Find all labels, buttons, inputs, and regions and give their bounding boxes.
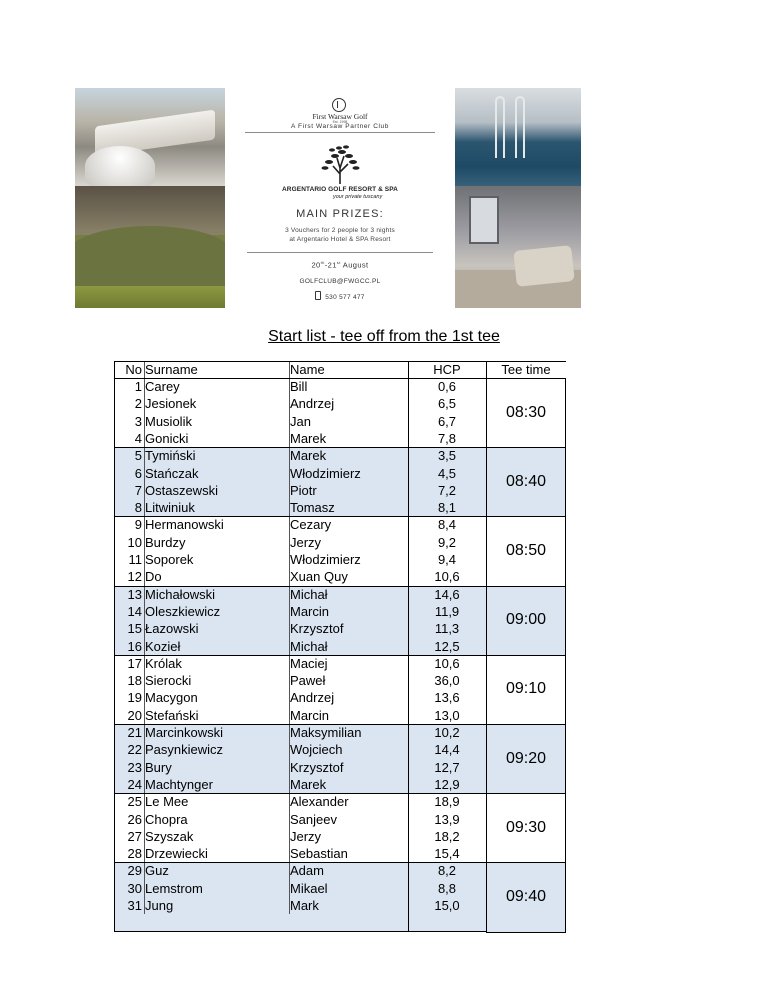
row-name: Jerzy (290, 828, 322, 844)
header-banner (75, 88, 581, 308)
banner-center-panel (225, 88, 455, 308)
phone-icon (315, 291, 321, 300)
row-hcp: 3,5 (437, 448, 457, 464)
row-surname: Chopra (145, 811, 188, 827)
start-list-table (114, 361, 566, 915)
header-name: Name (290, 362, 325, 377)
row-no: 22 (127, 742, 142, 758)
resort-tagline: your private tuscany (333, 194, 383, 200)
row-no: 18 (127, 673, 142, 689)
row-no: 19 (127, 690, 142, 706)
row-surname: Gonicki (145, 430, 189, 446)
row-name: Maksymilian (290, 725, 362, 740)
row-name: Marek (290, 448, 327, 464)
tee-time: 08:30 (505, 403, 547, 421)
row-hcp: 15,4 (434, 846, 460, 862)
page-title: Start list - tee off from the 1st tee (268, 328, 500, 345)
row-name: Mikael (290, 880, 328, 896)
row-hcp: 11,3 (434, 621, 460, 637)
row-hcp: 7,2 (437, 482, 457, 498)
row-hcp: 9,2 (437, 534, 457, 550)
row-surname: Burdzy (145, 534, 186, 550)
row-hcp: 11,9 (434, 603, 460, 619)
row-no: 14 (127, 603, 142, 619)
row-hcp: 15,0 (434, 898, 460, 913)
row-surname: Machtynger (145, 776, 213, 792)
row-surname: Oleszkiewicz (145, 603, 221, 619)
row-no: 20 (127, 707, 142, 723)
row-hcp: 8,4 (437, 517, 457, 533)
row-no: 10 (127, 534, 142, 550)
row-surname: Michałowski (145, 586, 216, 602)
row-name: Wojciech (290, 742, 343, 758)
row-surname: Hermanowski (145, 517, 224, 533)
pool-lounger-photo (75, 88, 225, 186)
row-hcp: 13,9 (434, 811, 460, 827)
row-surname: Marcinkowski (145, 725, 224, 740)
row-no: 3 (134, 413, 142, 429)
row-hcp: 13,0 (434, 707, 460, 723)
tee-time: 09:00 (505, 611, 547, 629)
row-no: 5 (134, 448, 142, 464)
row-no: 1 (134, 379, 142, 394)
row-surname: Szyszak (145, 828, 194, 844)
row-no: 28 (127, 846, 142, 862)
row-no: 26 (127, 811, 142, 827)
row-name: Bill (290, 379, 308, 394)
row-no: 8 (134, 500, 142, 516)
header-no: No (125, 362, 142, 377)
row-hcp: 4,5 (437, 465, 457, 481)
row-name: Maciej (290, 655, 328, 671)
row-hcp: 10,2 (434, 725, 460, 740)
row-hcp: 10,6 (434, 569, 460, 585)
contact-phone: 530 577 477 (225, 291, 455, 301)
tee-time: 09:40 (505, 888, 547, 905)
header-tee-time: Tee time (501, 362, 551, 377)
row-name: Marek (290, 430, 327, 446)
header-hcp: HCP (433, 362, 461, 377)
row-surname: Litwiniuk (145, 500, 195, 516)
row-no: 16 (127, 638, 142, 654)
contact-email[interactable]: GOLFCLUB@FWGCC.PL (299, 278, 381, 285)
row-surname: Jung (145, 898, 174, 913)
row-name: Marcin (290, 603, 330, 619)
row-surname: Sierocki (145, 673, 192, 689)
tee-time: 08:40 (505, 472, 547, 490)
row-name: Adam (290, 863, 324, 879)
partner-line: A First Warsaw Partner Club (291, 123, 389, 130)
pool-photo (455, 88, 581, 186)
row-surname: Stańczak (145, 465, 199, 481)
row-no: 21 (127, 725, 142, 740)
row-name: Marcin (290, 707, 330, 723)
row-surname: Macygon (145, 690, 198, 706)
row-no: 7 (134, 482, 142, 498)
row-name: Xuan Quy (290, 569, 348, 585)
row-hcp: 6,5 (437, 396, 457, 412)
row-name: Włodzimierz (290, 465, 361, 481)
row-no: 11 (128, 552, 142, 567)
row-hcp: 12,9 (434, 776, 460, 792)
hotel-room-photo (455, 186, 581, 308)
row-name: Krzysztof (290, 621, 344, 637)
row-surname: Drzewiecki (145, 846, 208, 862)
row-hcp: 12,5 (434, 638, 460, 654)
row-hcp: 13,6 (434, 690, 460, 706)
row-no: 29 (127, 863, 142, 879)
row-hcp: 14,4 (434, 742, 460, 758)
row-no: 24 (127, 776, 142, 792)
row-name: Cezary (290, 517, 332, 533)
event-dates: 20th-21st August (311, 260, 369, 270)
fwg-name: First Warsaw Golf (312, 112, 368, 121)
row-no: 31 (127, 898, 142, 913)
row-name: Piotr (290, 482, 317, 498)
row-surname: Le Mee (145, 794, 189, 810)
row-no: 15 (127, 621, 142, 637)
row-name: Michał (290, 586, 328, 602)
row-surname: Pasynkiewicz (145, 742, 224, 758)
row-hcp: 12,7 (434, 759, 460, 775)
row-surname: Carey (145, 379, 180, 394)
row-surname: Królak (145, 655, 182, 671)
resort-name: ARGENTARIO GOLF RESORT & SPA (282, 186, 398, 193)
row-name: Jerzy (290, 534, 322, 550)
row-surname: Łazowski (145, 621, 199, 637)
row-name: Andrzej (290, 396, 335, 412)
row-hcp: 8,1 (437, 500, 457, 516)
row-no: 27 (127, 828, 142, 844)
row-no: 2 (134, 396, 142, 412)
row-surname: Jesionek (145, 396, 197, 412)
row-hcp: 36,0 (434, 673, 460, 689)
row-hcp: 6,7 (437, 413, 457, 429)
row-hcp: 8,8 (437, 880, 457, 896)
row-name: Włodzimierz (290, 552, 361, 567)
row-name: Sebastian (290, 846, 348, 862)
row-no: 9 (134, 517, 142, 533)
row-name: Tomasz (290, 500, 335, 516)
golf-course-photo (75, 186, 225, 308)
tee-time: 09:10 (505, 680, 547, 698)
row-name: Andrzej (290, 690, 335, 706)
row-no: 30 (127, 880, 142, 896)
row-surname: Guz (145, 863, 169, 879)
row-no: 17 (127, 655, 142, 671)
row-no: 12 (127, 569, 142, 585)
olive-tree-logo (315, 144, 365, 186)
prizes-line-1: 3 Vouchers for 2 people for 3 nights (285, 227, 395, 234)
row-hcp: 9,4 (437, 552, 457, 567)
row-no: 13 (127, 586, 142, 602)
row-surname: Stefański (145, 707, 199, 723)
row-surname: Kozieł (145, 638, 181, 654)
row-name: Krzysztof (290, 759, 344, 775)
row-no: 4 (134, 430, 142, 446)
row-hcp: 7,8 (437, 430, 457, 446)
row-surname: Ostaszewski (145, 482, 218, 498)
row-hcp: 0,6 (437, 379, 457, 394)
header-surname: Surname (145, 362, 198, 377)
row-name: Alexander (290, 794, 349, 810)
row-surname: Bury (145, 759, 172, 775)
fwg-since: Est. 1998 (332, 120, 348, 124)
tee-time: 09:30 (505, 818, 547, 836)
tee-time: 08:50 (505, 542, 547, 559)
row-surname: Musiolik (145, 413, 192, 429)
prizes-title: MAIN PRIZES: (296, 208, 384, 220)
row-no: 23 (127, 759, 142, 775)
row-name: Mark (290, 898, 319, 913)
row-hcp: 8,2 (437, 863, 457, 879)
row-surname: Tymiński (145, 448, 196, 464)
row-name: Paweł (290, 673, 326, 689)
row-surname: Soporek (145, 552, 194, 567)
row-surname: Do (145, 569, 162, 585)
first-warsaw-golf-logo (332, 98, 346, 112)
row-hcp: 18,2 (434, 828, 460, 844)
row-name: Sanjeev (290, 811, 337, 827)
row-name: Michał (290, 638, 328, 654)
row-hcp: 10,6 (434, 655, 460, 671)
prizes-line-2: at Argentario Hotel & SPA Resort (289, 236, 391, 243)
tee-time: 09:20 (505, 749, 547, 767)
row-name: Marek (290, 776, 327, 792)
row-hcp: 14,6 (434, 586, 460, 602)
row-no: 25 (127, 794, 142, 810)
row-no: 6 (134, 465, 142, 481)
row-surname: Lemstrom (145, 880, 203, 896)
row-hcp: 18,9 (434, 794, 460, 810)
row-name: Jan (290, 413, 311, 429)
